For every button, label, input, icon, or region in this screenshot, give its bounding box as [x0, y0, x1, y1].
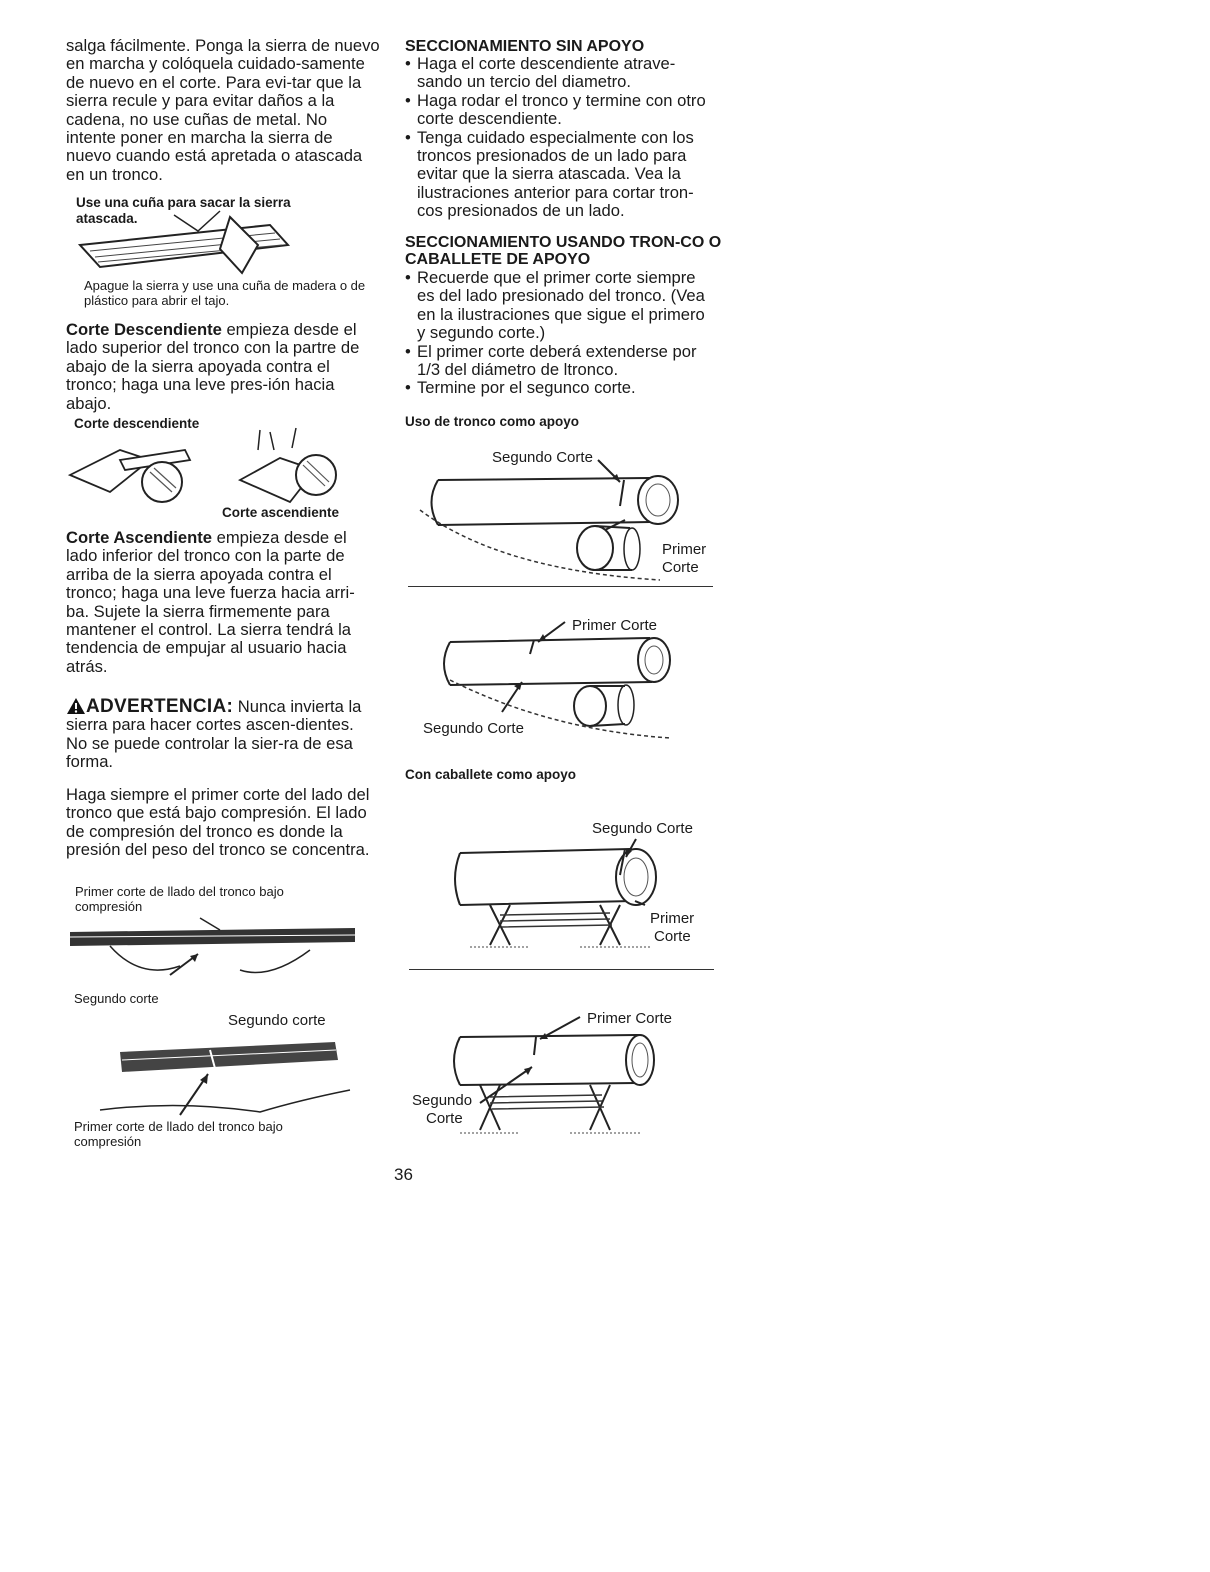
label-corte-descendiente: Corte descendiente: [74, 416, 200, 431]
warning-triangle-icon: [66, 697, 86, 715]
descending-cut-paragraph: [66, 321, 376, 413]
fig-b-label-segundo: Segundo Corte: [423, 720, 524, 737]
subheading-sawhorse-support: Con caballete como apoyo: [405, 767, 577, 782]
label-corte-ascendiente: Corte ascendiente: [222, 505, 340, 520]
divider: [408, 586, 713, 587]
fig-d-label-segundo-2: Corte: [426, 1110, 463, 1127]
subheading-log-support: Uso de tronco como apoyo: [405, 414, 580, 429]
fig-b-label-primer: Primer Corte: [572, 617, 658, 634]
heading-sin-apoyo: SECCIONAMIENTO SIN APOYO: [405, 38, 645, 55]
fig-c-label-primer-1: Primer: [650, 910, 695, 927]
fig-a-label-primer-2: Corte: [662, 559, 699, 576]
wedge-illustration: [70, 205, 300, 275]
warning-text: Nunca invierta la sierra para hacer cortes ascen-dientes. No se puede controlar la sier-ra de esa forma.: [66, 697, 362, 772]
fig-a-label-segundo: Segundo Corte: [492, 449, 593, 466]
fig1-label-bottom: Segundo corte: [74, 991, 159, 1006]
intro-paragraph: salga fácilmente. Ponga la sierra de nuevo en marcha y colóquela cuidado-samente de nuevo en el corte. Para evi-tar que la sierra recule y para evitar daños a la cadena, no use cuñas de metal. No intente poner en marcha la sierra de nuevo cuando está apretada o atascada en un tronco.: [66, 36, 380, 184]
ascending-cut-desc: empieza desde el lado inferior del tronco con la parte de arriba de la sierra apoyada contra el tronco; haga una leve fuerza hacia arri-ba. Sujete la sierra firmemente para mantener el control. La sierra tendrá la tendencia de empujar al usuario hacia atrás.: [66, 528, 355, 676]
compression-figure-2: [100, 1030, 350, 1120]
wedge-caption: Apague la sierra y use una cuña de madera o de plástico para abrir el tajo.: [84, 278, 366, 308]
list-item: • Tenga cuidado especialmente con los troncos presionados de un lado para evitar que la sierra atascada. Vea la ilustraciones anterior para cortar tron-cos presionados de un lado.: [405, 129, 715, 221]
ascending-cut-term: Corte Ascendiente: [66, 528, 212, 547]
list-item: • Termine por el segunco corte.: [405, 379, 715, 397]
list-item: • El primer corte deberá extenderse por 1/3 del diámetro de ltronco.: [405, 343, 715, 380]
descending-cut-desc: empieza desde el lado superior del tronco con la partre de abajo de la sierra apoyada contra el tronco; haga una leve pres-ión hacia abajo.: [66, 320, 360, 413]
compression-paragraph: Haga siempre el primer corte del lado del tronco que está bajo compresión. El lado de compresión del tronco es donde la presión del peso del tronco se concentra.: [66, 785, 370, 860]
fig-d-label-primer: Primer Corte: [587, 1010, 673, 1027]
chainsaw-cuts-illustration: [60, 420, 360, 510]
fig1-label-top: Primer corte de llado del tronco bajo compresión: [75, 884, 284, 914]
fig-c-label-segundo: Segundo Corte: [592, 820, 693, 837]
fig2-label-top: Segundo corte: [228, 1012, 326, 1029]
fig2-label-bottom: Primer corte de llado del tronco bajo compresión: [74, 1119, 283, 1149]
ascending-cut-paragraph: [66, 529, 376, 676]
wedge-figure-title: Use una cuña para sacar la sierra atascada.: [76, 195, 291, 226]
descending-cut-term: Corte Descendiente: [66, 320, 222, 339]
list-item: • Haga el corte descendiente atrave-sando un tercio del diametro.: [405, 55, 715, 92]
compression-figure-1: [70, 910, 360, 990]
fig-a-label-primer-1: Primer: [662, 541, 707, 558]
list-item: • Recuerde que el primer corte siempre es del lado presionado del tronco. (Vea en la ilustraciones que sigue el primero y segundo corte.): [405, 269, 715, 343]
fig-c-label-primer-2: Corte: [654, 928, 691, 945]
fig-d-label-segundo-1: Segundo: [412, 1092, 473, 1109]
bullets-sin-apoyo: [405, 55, 715, 221]
sawhorse-support-figure-d: [440, 1015, 670, 1145]
warning-block: [66, 697, 376, 772]
page-number: 36: [394, 1165, 413, 1184]
sawhorse-support-figure-c: [450, 835, 690, 965]
list-item: • Haga rodar el tronco y termine con otro corte descendiente.: [405, 92, 715, 129]
divider: [409, 969, 714, 970]
heading-usando-tronco: SECCIONAMIENTO USANDO TRON-CO O CABALLETE DE APOYO: [405, 234, 722, 268]
bullets-usando-tronco: [405, 269, 715, 398]
log-support-figure-b: [430, 620, 700, 730]
warning-heading: ADVERTENCIA:: [86, 696, 234, 717]
